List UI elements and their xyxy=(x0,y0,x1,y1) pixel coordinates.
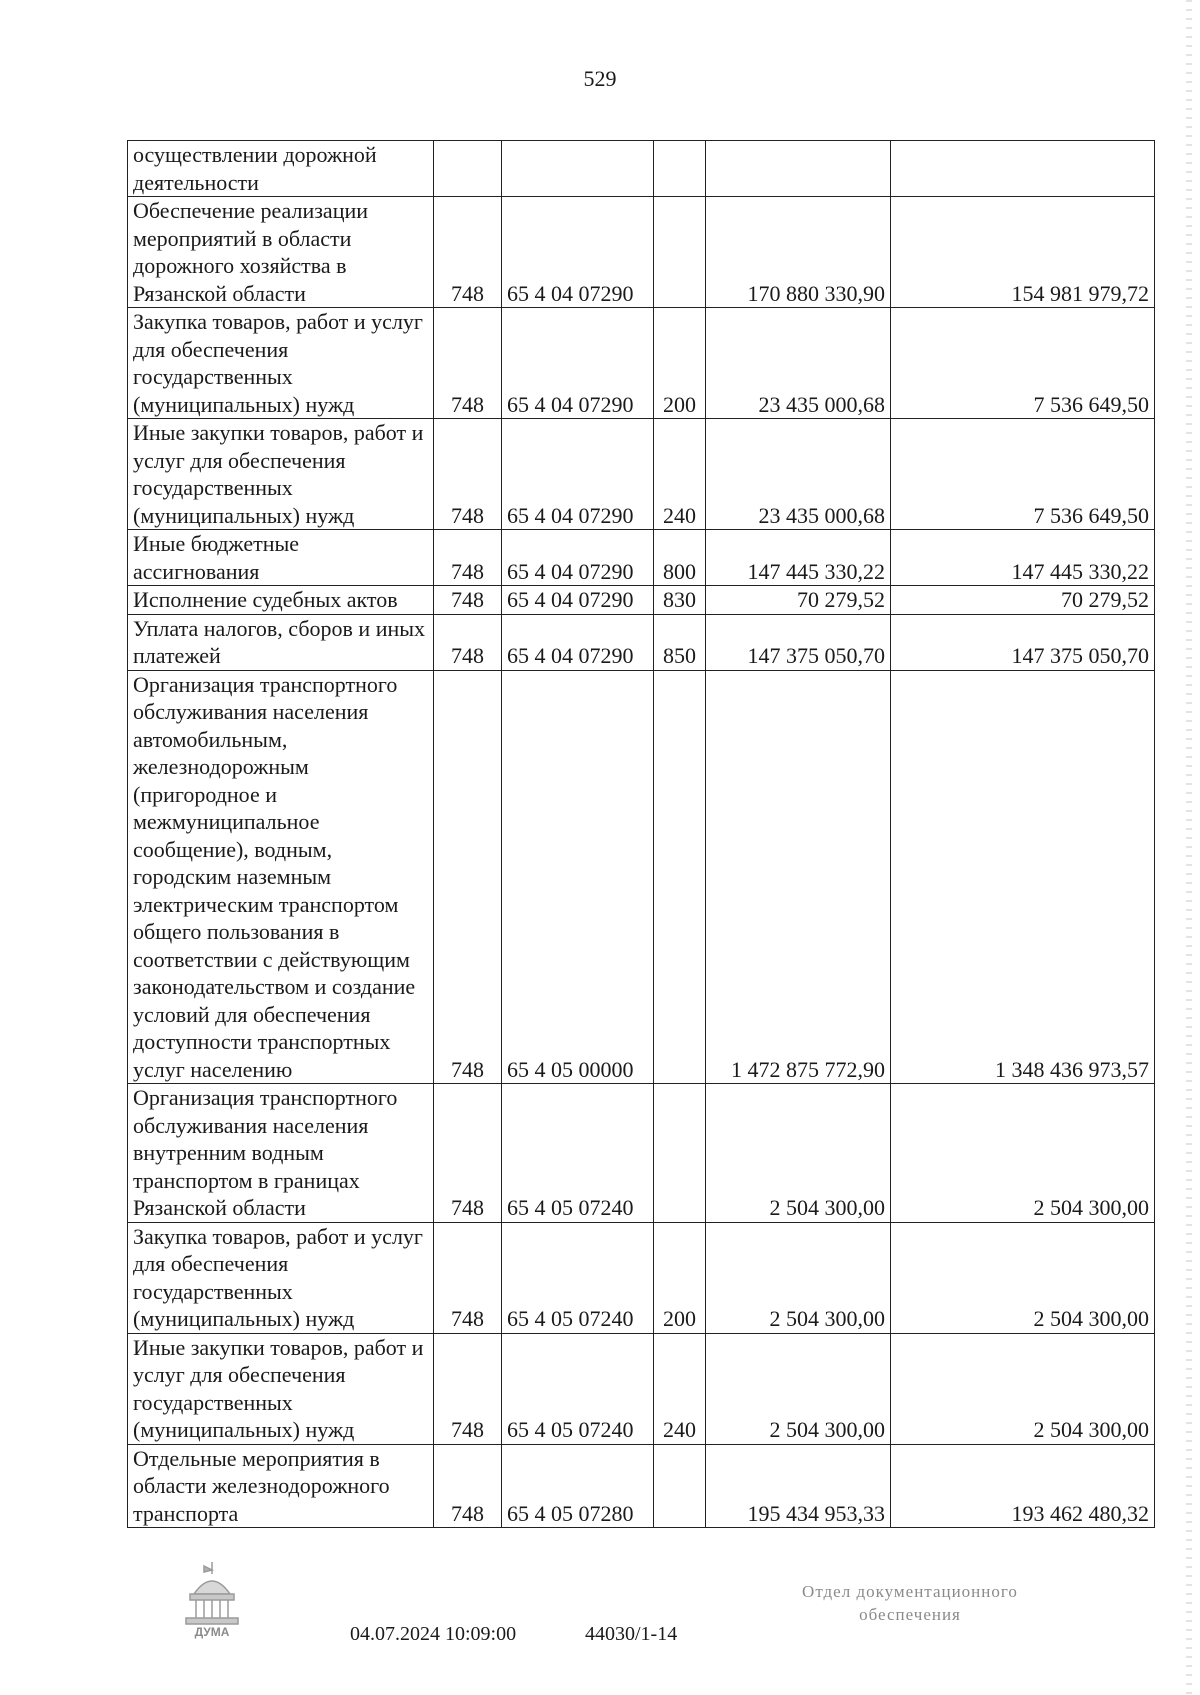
table-row xyxy=(128,1333,1155,1444)
row-csr-cell: 65 4 04 07290 xyxy=(502,530,654,586)
row-name-cell: Иные закупки товаров, работ и услуг для обеспечения государственных (муниципальных) нужд xyxy=(128,1333,434,1444)
row-ved-cell: 748 xyxy=(434,670,502,1084)
row-vr-cell xyxy=(654,141,706,197)
row-ved-cell: 748 xyxy=(434,308,502,419)
stamp-line-1: Отдел документационного xyxy=(802,1582,1018,1601)
footer-datetime: 04.07.2024 10:09:00 xyxy=(350,1623,517,1645)
row-name-cell: Уплата налогов, сборов и иных платежей xyxy=(128,614,434,670)
row-name-cell: Иные бюджетные ассигнования xyxy=(128,530,434,586)
page-number: 529 xyxy=(583,66,617,91)
row-csr-cell: 65 4 04 07290 xyxy=(502,419,654,530)
row-sum1-cell: 147 375 050,70 xyxy=(706,614,891,670)
row-ved-cell: 748 xyxy=(434,1444,502,1528)
row-sum2-cell xyxy=(891,141,1155,197)
row-ved-cell: 748 xyxy=(434,614,502,670)
logo-text: ДУМА xyxy=(194,1625,230,1639)
row-csr-cell xyxy=(502,141,654,197)
row-vr-cell: 240 xyxy=(654,419,706,530)
footer-doc-number: 44030/1-14 xyxy=(585,1623,678,1645)
row-ved-cell xyxy=(434,141,502,197)
table-row xyxy=(128,1444,1155,1528)
row-sum1-cell: 2 504 300,00 xyxy=(706,1222,891,1333)
row-ved-cell: 748 xyxy=(434,1333,502,1444)
row-csr-cell: 65 4 05 07240 xyxy=(502,1084,654,1223)
row-vr-cell xyxy=(654,1084,706,1223)
scan-edge-artifact xyxy=(1186,0,1192,1695)
table-row xyxy=(128,308,1155,419)
row-sum1-cell xyxy=(706,141,891,197)
row-name-cell: Иные закупки товаров, работ и услуг для обеспечения государственных (муниципальных) нужд xyxy=(128,419,434,530)
row-ved-cell: 748 xyxy=(434,586,502,615)
row-name-cell: Закупка товаров, работ и услуг для обеспечения государственных (муниципальных) нужд xyxy=(128,308,434,419)
row-sum2-cell: 7 536 649,50 xyxy=(891,419,1155,530)
row-ved-cell: 748 xyxy=(434,419,502,530)
row-sum1-cell: 70 279,52 xyxy=(706,586,891,615)
row-vr-cell: 200 xyxy=(654,308,706,419)
row-sum2-cell: 70 279,52 xyxy=(891,586,1155,615)
table-row xyxy=(128,1222,1155,1333)
row-csr-cell: 65 4 04 07290 xyxy=(502,197,654,308)
row-ved-cell: 748 xyxy=(434,530,502,586)
row-csr-cell: 65 4 05 07280 xyxy=(502,1444,654,1528)
row-sum2-cell: 1 348 436 973,57 xyxy=(891,670,1155,1084)
row-sum2-cell: 193 462 480,32 xyxy=(891,1444,1155,1528)
row-ved-cell: 748 xyxy=(434,1222,502,1333)
row-sum2-cell: 2 504 300,00 xyxy=(891,1333,1155,1444)
stamp-line-2: обеспечения xyxy=(859,1605,961,1624)
row-name-cell: Отдельные мероприятия в области железнодорожного транспорта xyxy=(128,1444,434,1528)
row-vr-cell: 240 xyxy=(654,1333,706,1444)
row-name-cell: Организация транспортного обслуживания населения автомобильным, железнодорожным (пригородное и межмуниципальное сообщение), водным, городским наземным электрическим транспортом общего пользования в соответствии с действующим законодательством и создание условий для обеспечения доступности транспортных услуг населению xyxy=(128,670,434,1084)
row-csr-cell: 65 4 04 07290 xyxy=(502,586,654,615)
row-csr-cell: 65 4 04 07290 xyxy=(502,614,654,670)
row-csr-cell: 65 4 05 07240 xyxy=(502,1333,654,1444)
row-name-cell: Исполнение судебных актов xyxy=(128,586,434,615)
row-name-cell: Закупка товаров, работ и услуг для обеспечения государственных (муниципальных) нужд xyxy=(128,1222,434,1333)
department-stamp xyxy=(760,1580,1060,1626)
row-ved-cell: 748 xyxy=(434,197,502,308)
row-csr-cell: 65 4 05 07240 xyxy=(502,1222,654,1333)
table-row xyxy=(128,670,1155,1084)
row-sum1-cell: 2 504 300,00 xyxy=(706,1084,891,1223)
table-row xyxy=(128,1084,1155,1223)
row-csr-cell: 65 4 05 00000 xyxy=(502,670,654,1084)
table-row xyxy=(128,419,1155,530)
table-row xyxy=(128,197,1155,308)
row-vr-cell xyxy=(654,1444,706,1528)
budget-table-body xyxy=(128,141,1155,1528)
row-sum2-cell: 7 536 649,50 xyxy=(891,308,1155,419)
duma-logo xyxy=(180,1560,244,1640)
row-sum1-cell: 170 880 330,90 xyxy=(706,197,891,308)
row-name-cell: Организация транспортного обслуживания населения внутренним водным транспортом в границах Рязанской области xyxy=(128,1084,434,1223)
table-row xyxy=(128,586,1155,615)
row-vr-cell xyxy=(654,197,706,308)
row-sum1-cell: 23 435 000,68 xyxy=(706,308,891,419)
table-row xyxy=(128,141,1155,197)
row-vr-cell xyxy=(654,670,706,1084)
table-row xyxy=(128,614,1155,670)
row-sum1-cell: 23 435 000,68 xyxy=(706,419,891,530)
row-name-cell: осуществлении дорожной деятельности xyxy=(128,141,434,197)
row-sum1-cell: 1 472 875 772,90 xyxy=(706,670,891,1084)
row-sum1-cell: 147 445 330,22 xyxy=(706,530,891,586)
row-ved-cell: 748 xyxy=(434,1084,502,1223)
row-csr-cell: 65 4 04 07290 xyxy=(502,308,654,419)
row-vr-cell: 800 xyxy=(654,530,706,586)
row-vr-cell: 850 xyxy=(654,614,706,670)
row-sum2-cell: 154 981 979,72 xyxy=(891,197,1155,308)
row-sum2-cell: 147 375 050,70 xyxy=(891,614,1155,670)
row-sum2-cell: 147 445 330,22 xyxy=(891,530,1155,586)
row-vr-cell: 830 xyxy=(654,586,706,615)
budget-table xyxy=(127,140,1155,1528)
row-sum2-cell: 2 504 300,00 xyxy=(891,1222,1155,1333)
row-sum2-cell: 2 504 300,00 xyxy=(891,1084,1155,1223)
table-row xyxy=(128,530,1155,586)
row-name-cell: Обеспечение реализации мероприятий в области дорожного хозяйства в Рязанской области xyxy=(128,197,434,308)
row-sum1-cell: 195 434 953,33 xyxy=(706,1444,891,1528)
row-sum1-cell: 2 504 300,00 xyxy=(706,1333,891,1444)
row-vr-cell: 200 xyxy=(654,1222,706,1333)
